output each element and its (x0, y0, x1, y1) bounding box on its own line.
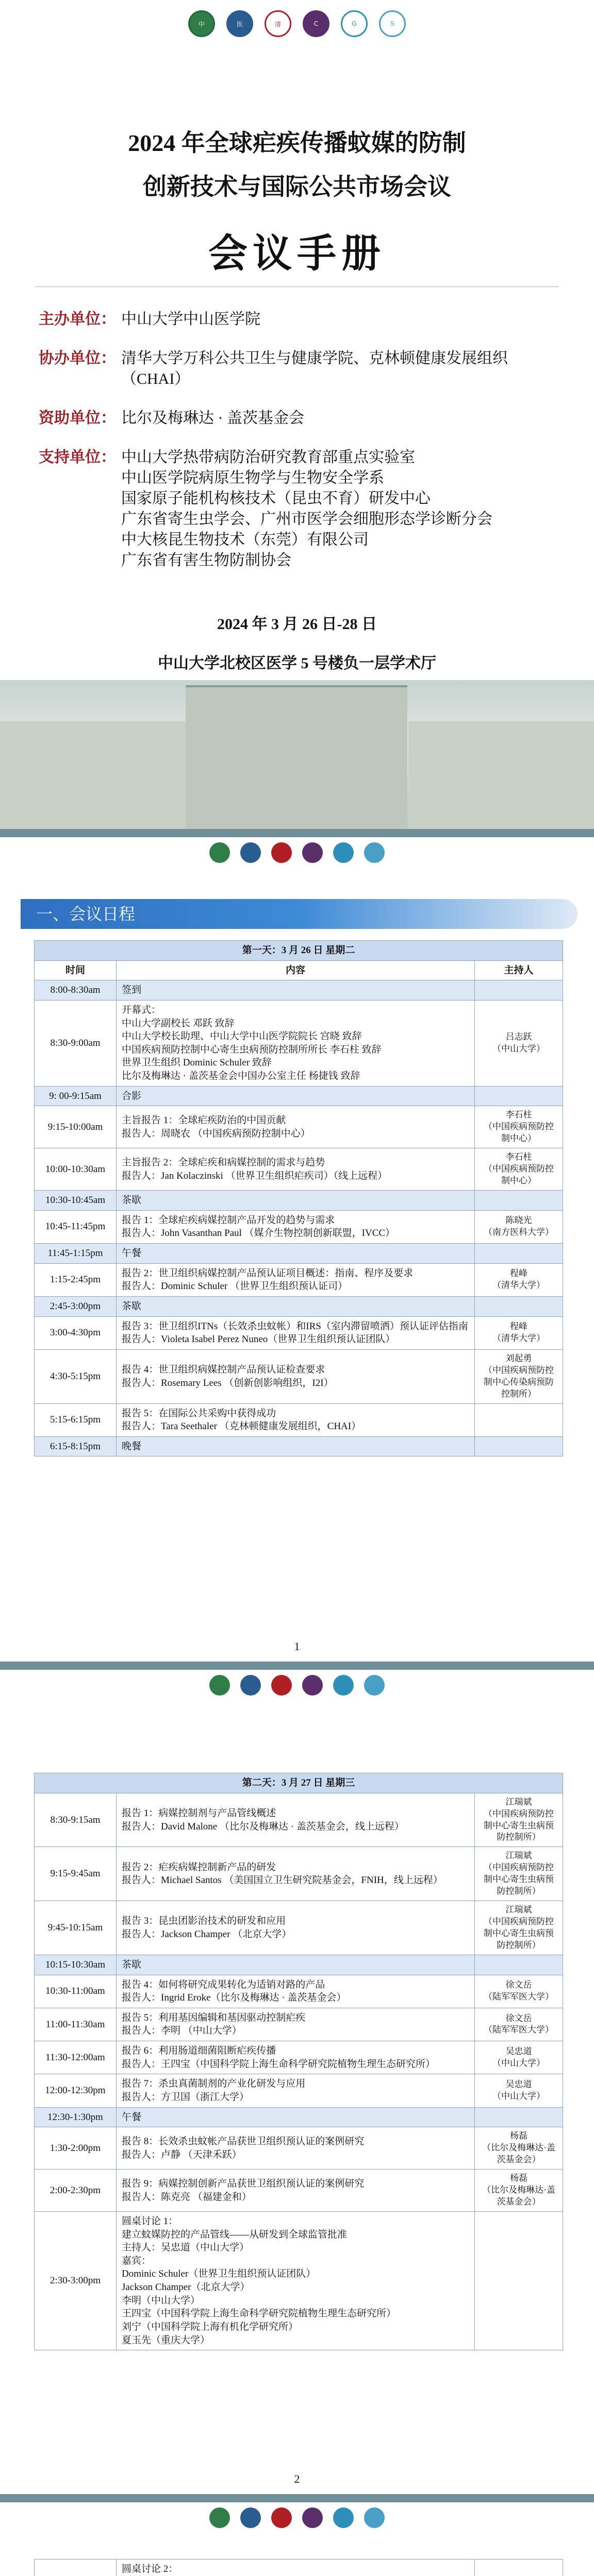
host-cell (475, 1955, 563, 1975)
sysu-logo (209, 1675, 230, 1696)
host-cell: 程峰 （清华大学） (475, 1316, 563, 1349)
organizer-group (39, 309, 532, 330)
time-cell: 2:45-3:00pm (35, 1296, 117, 1316)
agenda-page-1 (0, 837, 594, 1662)
time-cell (35, 2560, 117, 2576)
table-row (35, 1191, 563, 1211)
time-cell: 9:15-9:45am (35, 1847, 117, 1901)
host-cell: 江瑞斌 （中国疾病预防控制中心寄生虫病预防控制所） (475, 1847, 563, 1901)
column-header: 时间 (35, 960, 117, 980)
content-cell: 报告 5：利用基因编辑和基因驱动控制疟疾 报告人：李明 （中山大学） (117, 2008, 475, 2041)
table-row (35, 1106, 563, 1148)
organizer-line (39, 447, 532, 468)
organizer-name: 比尔及梅琳达 · 盖茨基金会 (121, 410, 304, 427)
time-cell: 6:15-8:15pm (35, 1436, 117, 1456)
host-cell (475, 2107, 563, 2127)
organizer-role-label: 协办单位： (39, 350, 116, 367)
table-row (35, 1403, 563, 1436)
table-header-row (35, 960, 563, 980)
organizer-line (121, 509, 532, 530)
table-row (35, 1975, 563, 2008)
host-cell: 李石柱 （中国疾病预防控制中心） (475, 1106, 563, 1148)
table-row (35, 1000, 563, 1086)
table-row (35, 1847, 563, 1901)
organizer-name: 广东省有害生物防制协会 (121, 552, 291, 569)
page-number: 1 (294, 1640, 300, 1653)
table-row (35, 2008, 563, 2041)
content-cell: 报告 2：疟疾病媒控制新产品的研发 报告人：Michael Santos （美国国立卫生研究院基金会，FNIH，线上远程） (117, 1847, 475, 1901)
host-cell (475, 1436, 563, 1456)
organizer-name: 中山大学热带病防治研究教育部重点实验室 (121, 449, 415, 466)
cover-title-handbook: 会议手册 (208, 232, 386, 276)
organizer-line (121, 488, 532, 509)
column-header: 内容 (117, 960, 475, 980)
time-cell: 8:30-9:00am (35, 1000, 117, 1086)
time-cell: 10:45-11:45pm (35, 1210, 117, 1243)
cover-page (0, 0, 594, 829)
day-header-row (35, 941, 563, 961)
content-cell: 签到 (117, 980, 475, 1001)
time-cell: 11:00-11:30am (35, 2008, 117, 2041)
table-row (35, 2107, 563, 2127)
content-cell: 报告 5：在国际公共采购中获得成功 报告人：Tara Seethaler （克林顿健康发展组织，CHAI） (117, 1403, 475, 1436)
page-number: 2 (294, 2472, 300, 2485)
content-cell: 报告 3：世卫组织ITNs（长效杀虫蚊帐）和IRS（室内滞留喷洒）预认证评估指南 报告人：Violeta Isabel Perez Nuneo（世界卫生组织预认证团队） (117, 1316, 475, 1349)
time-cell: 2:30-3:00pm (35, 2211, 117, 2350)
table-row (35, 980, 563, 1001)
time-cell: 10:30-11:00am (35, 1975, 117, 2008)
time-cell: 3:00-4:30pm (35, 1316, 117, 1349)
table-row (35, 1955, 563, 1975)
cover-title-line2: 创新技术与国际公共市场会议 (143, 174, 451, 200)
table-row (35, 1296, 563, 1316)
society-logo (364, 842, 385, 863)
agenda-page-2 (0, 1670, 594, 2494)
agenda-table-day2 (34, 1773, 563, 2350)
time-cell: 12:00-12:30pm (35, 2074, 117, 2107)
table-row (35, 1316, 563, 1349)
host-cell: 徐文岳 （陆军军医大学） (475, 2008, 563, 2041)
organizer-name: 清华大学万科公共卫生与健康学院、克林顿健康发展组织（CHAI） (121, 350, 508, 387)
time-cell: 10:15-10:30am (35, 1955, 117, 1975)
gates-logo: G (341, 10, 368, 37)
chai-logo: C (303, 10, 329, 37)
table-row (35, 1263, 563, 1296)
content-cell: 报告 4：如何将研究成果转化为适销对路的产品 报告人：Ingrid Eroke（比尔及梅琳达 · 盖茨基金会） (117, 1975, 475, 2008)
table-row (35, 1243, 563, 1263)
organizer-line (39, 408, 532, 429)
content-cell: 午餐 (117, 1243, 475, 1263)
time-cell: 9:45-10:15am (35, 1901, 117, 1955)
organizer-role-label: 资助单位： (39, 410, 116, 427)
content-cell: 开幕式： 中山大学副校长 邓跃 致辞 中山大学校长助理、中山大学中山医学院院长 宫晓 致辞 中国疾病预防控制中心寄生虫病预防控制所所长 李石柱 致辞 世界卫生组织 Dominic Schuler 致辞 比尔及梅琳达 · 盖茨基金会中国办公室主任 杨捷钱 致辞 (117, 1000, 475, 1086)
gates-logo (333, 2507, 354, 2528)
tsinghua-logo (271, 842, 292, 863)
time-cell: 1:15-2:45pm (35, 1263, 117, 1296)
content-cell: 茶歇 (117, 1296, 475, 1316)
conference-venue: 中山大学北校区医学 5 号楼负一层学术厅 (158, 655, 436, 672)
content-cell: 报告 7：杀虫真菌制剂的产业化研发与应用 报告人：方卫国（浙江大学） (117, 2074, 475, 2107)
time-cell: 9:15-10:00am (35, 1106, 117, 1148)
host-cell (475, 1243, 563, 1263)
sysu-logo: 中 (188, 10, 215, 37)
content-cell: 报告 4：世卫组织病媒控制产品预认证检查要求 报告人：Rosemary Lees （创新创影响组织，I2I） (117, 1349, 475, 1403)
building-right-wing (408, 721, 594, 829)
table-row (35, 1148, 563, 1191)
table-row (35, 1349, 563, 1403)
tsinghua-logo (271, 2507, 292, 2528)
content-cell: 报告 2：世卫组织病媒控制产品预认证项目概述：指南、程序及要求 报告人：Dominic Schuler （世界卫生组织预认证司） (117, 1263, 475, 1296)
time-cell: 8:30-9:15am (35, 1793, 117, 1847)
time-cell: 4:30-5:15pm (35, 1349, 117, 1403)
page-header-logos (0, 842, 594, 863)
column-header: 主持人 (475, 960, 563, 980)
content-cell: 报告 3：昆虫团影治技术的研发和应用 报告人：Jackson Champer （北京大学） (117, 1901, 475, 1955)
time-cell: 9: 00-9:15am (35, 1086, 117, 1106)
organizer-name: 国家原子能机构核技术（昆虫不育）研发中心 (121, 490, 431, 507)
content-cell: 圆桌讨论 2： (117, 2560, 475, 2576)
organizer-name: 中山大学中山医学院 (121, 311, 260, 328)
day-label: 第二天：3 月 27 日 星期三 (35, 1773, 563, 1793)
organizer-name: 中山医学院病原生物学与生物安全学系 (121, 469, 384, 486)
chai-logo (302, 2507, 323, 2528)
content-cell: 报告 1：全球疟疾病媒控制产品开发的趋势与需求 报告人：John Vasanthan Paul （媒介生物控制创新联盟，IVCC） (117, 1210, 475, 1243)
table-row (35, 1210, 563, 1243)
organizer-line (121, 550, 532, 571)
host-cell: 李石柱 （中国疾病预防控制中心） (475, 1148, 563, 1191)
time-cell: 5:15-6:15pm (35, 1403, 117, 1436)
organizer-line (121, 468, 532, 488)
chai-logo (302, 1675, 323, 1696)
logo-strip (0, 10, 594, 37)
content-cell: 晚餐 (117, 1436, 475, 1456)
table-row (35, 1436, 563, 1456)
time-cell: 11:30-12:00am (35, 2041, 117, 2074)
host-cell: 吕志跃 （中山大学） (475, 1000, 563, 1086)
table-row (35, 2041, 563, 2074)
chai-logo (302, 842, 323, 863)
table-row (35, 1086, 563, 1106)
host-cell: 江瑞斌 （中国疾病预防控制中心寄生虫病预防控制所） (475, 1793, 563, 1847)
content-cell: 报告 1：病媒控制剂与产品管线概述 报告人：David Malone （比尔及梅琳达 · 盖茨基金会，线上远程） (117, 1793, 475, 1847)
building-left-wing (0, 721, 186, 829)
host-cell: 吴忠道 （中山大学） (475, 2074, 563, 2107)
tsinghua-logo (271, 1675, 292, 1696)
host-cell: 刘起勇 （中国疾病预防控制中心传染病预防控制所） (475, 1349, 563, 1403)
building-photo (0, 680, 594, 829)
table-row (35, 2211, 563, 2350)
conference-date: 2024 年 3 月 26 日-28 日 (217, 616, 377, 633)
host-cell (475, 2560, 563, 2576)
content-cell: 合影 (117, 1086, 475, 1106)
time-cell: 10:30-10:45am (35, 1191, 117, 1211)
divider (36, 286, 558, 287)
society-logo (364, 1675, 385, 1696)
organizer-name: 中大核昆生物技术（东莞）有限公司 (121, 531, 369, 548)
table-row (35, 2074, 563, 2107)
host-cell: 吴忠道 （中山大学） (475, 2041, 563, 2074)
medical-school-logo (240, 1675, 261, 1696)
host-cell (475, 1403, 563, 1436)
society-logo (364, 2507, 385, 2528)
host-cell (475, 1086, 563, 1106)
content-cell: 报告 8：长效杀虫蚊帐产品获世卫组织预认证的案例研究 报告人：卢静 （天津禾跃） (117, 2127, 475, 2170)
time-cell: 12:30-1:30pm (35, 2107, 117, 2127)
content-cell: 主旨报告 2：全球疟疾和病媒控制的需求与趋势 报告人：Jan Kolaczinski （世界卫生组织疟疾司）（线上远程） (117, 1148, 475, 1191)
host-cell: 徐文岳 （陆军军医大学） (475, 1975, 563, 2008)
organizer-role-label: 支持单位： (39, 449, 116, 466)
organizer-role-label: 主办单位： (39, 311, 116, 328)
agenda-table-day2-3 (34, 2559, 563, 2576)
content-cell: 圆桌讨论 1： 建立蚊媒防控的产品管线——从研发到全球监管批准 主持人：吴忠道（中山大学） 嘉宾： Dominic Schuler（世界卫生组织预认证团队） Jackson Champer（北京大学） 李明（中山大学） 王四宝（中国科学院上海生命科学研究院植物生理生态研究所） 刘宁（中国科学院上海有机化学研究所） 夏玉先（重庆大学） (117, 2211, 475, 2350)
page-header-logos (0, 1675, 594, 1696)
host-cell (475, 1296, 563, 1316)
table-row (35, 2127, 563, 2170)
table-row (35, 1901, 563, 1955)
gates-logo (333, 842, 354, 863)
day-label: 第一天：3 月 26 日 星期二 (35, 941, 563, 961)
tsinghua-logo: 清 (265, 10, 291, 37)
gates-logo (333, 1675, 354, 1696)
content-cell: 午餐 (117, 2107, 475, 2127)
content-cell: 茶歇 (117, 1955, 475, 1975)
host-cell: 程峰 （清华大学） (475, 1263, 563, 1296)
content-cell: 主旨报告 1：全球疟疾防治的中国贡献 报告人：周晓农 （中国疾病预防控制中心） (117, 1106, 475, 1148)
time-cell: 10:00-10:30am (35, 1148, 117, 1191)
sysu-logo (209, 842, 230, 863)
time-cell: 1:30-2:00pm (35, 2127, 117, 2170)
host-cell: 杨磊 （比尔及梅琳达·盖茨基金会） (475, 2127, 563, 2170)
host-cell: 杨磊 （比尔及梅琳达·盖茨基金会） (475, 2170, 563, 2212)
organizer-group (39, 408, 532, 429)
table-row (35, 2170, 563, 2212)
day-header-row (35, 1773, 563, 1793)
time-cell: 11:45-1:15pm (35, 1243, 117, 1263)
table-row (35, 1793, 563, 1847)
page-header-logos (0, 2507, 594, 2528)
host-cell: 江瑞斌 （中国疾病预防控制中心寄生虫病预防控制所） (475, 1901, 563, 1955)
agenda-table-day1 (34, 940, 563, 1456)
society-logo: S (379, 10, 406, 37)
organizer-line (39, 348, 532, 389)
organizer-group (39, 348, 532, 389)
organizer-name: 广东省寄生虫学会、广州市医学会细胞形态学诊断分会 (121, 511, 492, 528)
building-center (186, 685, 407, 829)
section-heading: 一、会议日程 (21, 899, 578, 929)
medical-school-logo (240, 842, 261, 863)
host-cell (475, 2211, 563, 2350)
content-cell: 报告 6：利用肠道细菌阻断疟疾传播 报告人：王四宝（中国科学院上海生命科学研究院植物生理生态研究所） (117, 2041, 475, 2074)
host-cell (475, 980, 563, 1001)
agenda-page-3 (0, 2502, 594, 2576)
sysu-logo (209, 2507, 230, 2528)
cover-title-line1: 2024 年全球疟疾传播蚊媒的防制 (128, 130, 466, 156)
time-cell: 8:00-8:30am (35, 980, 117, 1001)
medical-school-logo (240, 2507, 261, 2528)
host-cell: 陈晓光 （南方医科大学） (475, 1210, 563, 1243)
time-cell: 2:00-2:30pm (35, 2170, 117, 2212)
table-row (35, 2560, 563, 2576)
organizer-group (39, 447, 532, 571)
content-cell: 报告 9：病媒控制创新产品获世卫组织预认证的案例研究 报告人：陈克亮 （福建金和） (117, 2170, 475, 2212)
organizer-line (39, 309, 532, 330)
organizer-line (121, 530, 532, 550)
content-cell: 茶歇 (117, 1191, 475, 1211)
host-cell (475, 1191, 563, 1211)
medical-school-logo: 医 (226, 10, 253, 37)
